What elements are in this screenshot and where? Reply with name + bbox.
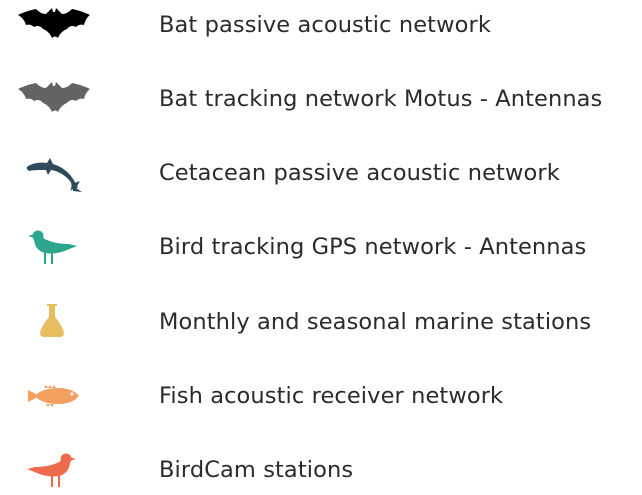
- flask-icon-svg: [14, 297, 96, 347]
- bat-icon: [14, 74, 96, 124]
- legend-item-cetacean-acoustic: [0, 148, 642, 198]
- legend-item-bat-acoustic: [0, 0, 642, 50]
- gull-icon: [14, 222, 96, 272]
- legend-label: Fish acoustic receiver network: [159, 383, 504, 409]
- legend-item-bat-tracking: [0, 74, 642, 124]
- flask-icon: [14, 297, 96, 347]
- bat-icon-svg: [14, 0, 96, 50]
- legend-label: Cetacean passive acoustic network: [159, 160, 560, 186]
- fish-icon-svg: [14, 371, 96, 421]
- legend-item-marine-stations: [0, 297, 642, 347]
- bat-icon-svg: [14, 74, 96, 124]
- dolphin-icon-svg: [14, 148, 96, 198]
- legend-label: Bat passive acoustic network: [159, 12, 491, 38]
- legend-label: BirdCam stations: [159, 457, 354, 483]
- gull-icon-svg: [14, 222, 96, 272]
- legend-label: Bat tracking network Motus - Antennas: [159, 86, 603, 112]
- legend-label: Bird tracking GPS network - Antennas: [159, 234, 587, 260]
- bat-icon: [14, 0, 96, 50]
- gull-icon: [14, 445, 96, 495]
- fish-icon: [14, 371, 96, 421]
- legend-item-bird-tracking: [0, 222, 642, 272]
- legend-item-fish-acoustic: [0, 371, 642, 421]
- dolphin-icon: [14, 148, 96, 198]
- legend-item-birdcam: [0, 445, 642, 495]
- legend-label: Monthly and seasonal marine stations: [159, 309, 592, 335]
- gull-icon-svg: [14, 445, 96, 495]
